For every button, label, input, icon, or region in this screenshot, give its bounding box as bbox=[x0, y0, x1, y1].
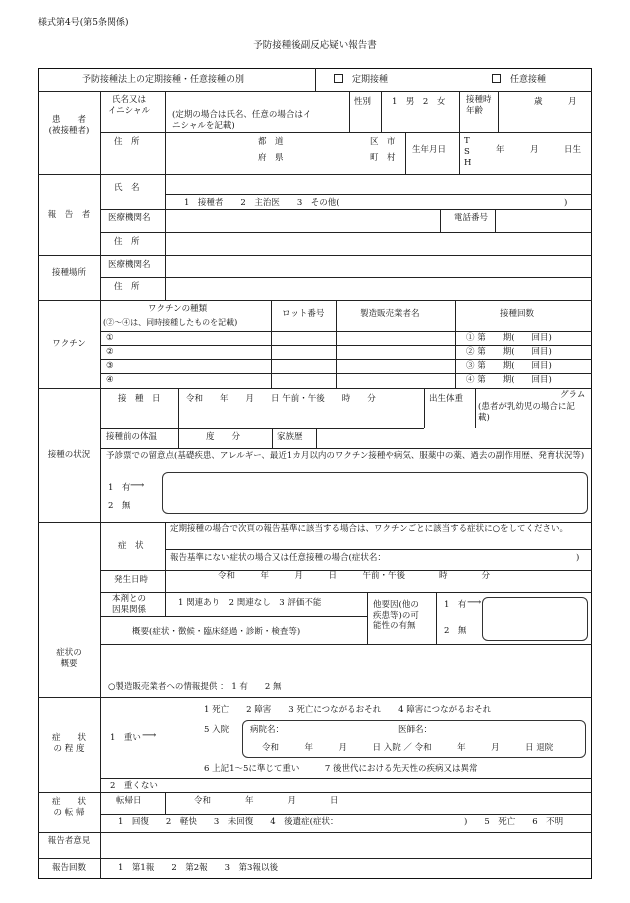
sex-value[interactable]: 1 男 2 女 bbox=[392, 97, 446, 107]
other-factor-no[interactable]: 2 無 bbox=[444, 626, 467, 636]
screening-details-bracket[interactable] bbox=[162, 472, 588, 514]
screening-yes-label[interactable]: 1 有 bbox=[108, 483, 131, 493]
reporter-section-label: 報 告 者 bbox=[47, 210, 91, 220]
symptom-label: 症 状 bbox=[118, 541, 144, 551]
reporter-address-label: 住 所 bbox=[114, 237, 140, 247]
outcome-options[interactable]: 1 回復 2 軽快 3 未回復 4 後遺症(症状： bbox=[118, 817, 339, 827]
dob-value[interactable]: 年 月 日生 bbox=[496, 145, 582, 155]
vaccine-row-3-count[interactable]: ③ 第 期( 回目) bbox=[466, 361, 552, 371]
hospital-name-label: 病院名： bbox=[250, 725, 285, 735]
arrow-right-icon: ⟶ bbox=[467, 597, 482, 608]
voluntary-checkbox[interactable] bbox=[492, 74, 501, 83]
manufacturer-header: 製造販売業者名 bbox=[360, 309, 420, 319]
vaccine-row-3-mark: ③ bbox=[106, 361, 114, 371]
reporter-opinion-label: 報告者意見 bbox=[47, 836, 91, 846]
vacc-status-section-label: 接種の状況 bbox=[47, 450, 91, 460]
causality-options[interactable]: 1 関連あり 2 関連なし 3 評価不能 bbox=[178, 598, 322, 608]
symptom-other-label[interactable]: 報告基準にない症状の場合又は任意接種の場合(症状名： bbox=[170, 553, 386, 563]
symptom-other-close: ) bbox=[576, 553, 580, 563]
voluntary-vaccination-option[interactable] bbox=[492, 74, 546, 86]
serious-label[interactable]: 1 重い bbox=[110, 733, 141, 743]
dob-era: T S H bbox=[464, 136, 472, 169]
dob-label: 生年月日 bbox=[412, 145, 447, 155]
patient-name-label: 氏名又は イニシャル bbox=[108, 95, 150, 116]
page-title: 予防接種後副反応疑い報告書 bbox=[253, 40, 377, 51]
info-provision[interactable]: ○製造販売業者への情報提供 ： 1 有 2 無 bbox=[108, 682, 282, 692]
onset-label: 発生日時 bbox=[114, 575, 149, 585]
report-count-options[interactable]: 1 第1報 2 第2報 3 第3報以後 bbox=[118, 863, 278, 873]
regular-option-label: 定期接種 bbox=[352, 75, 389, 85]
city-1: 区 市 bbox=[370, 137, 396, 147]
site-section-label: 接種場所 bbox=[51, 268, 86, 278]
reporter-facility-label: 医療機関名 bbox=[108, 213, 151, 223]
regular-vaccination-option[interactable] bbox=[334, 74, 388, 86]
birth-weight-unit[interactable]: グラム bbox=[560, 390, 586, 400]
vacc-date-label: 接 種 日 bbox=[118, 394, 161, 404]
doctor-name-label: 医師名： bbox=[398, 725, 433, 735]
outcome-section-label: 症 状 の 転 帰 bbox=[51, 797, 86, 818]
regular-checkbox[interactable] bbox=[334, 74, 343, 83]
vaccination-type-label: 予防接種法上の定期接種・任意接種の別 bbox=[82, 75, 245, 85]
vaccine-type-header: ワクチンの種類 bbox=[148, 304, 208, 314]
arrow-right-icon: ⟶ bbox=[142, 730, 157, 741]
vaccine-row-4-mark: ④ bbox=[106, 375, 114, 385]
report-count-label: 報告回数 bbox=[51, 863, 86, 873]
vaccine-section-label: ワクチン bbox=[52, 339, 86, 349]
patient-section-label: 患 者 (被接種者) bbox=[48, 115, 90, 136]
reporter-name-label: 氏 名 bbox=[114, 183, 140, 193]
causality-label: 本剤との 因果関係 bbox=[112, 594, 147, 615]
birth-weight-label: 出生体重 bbox=[429, 394, 464, 404]
outcome-date-value[interactable]: 令和 年 月 日 bbox=[194, 796, 339, 806]
onset-value[interactable]: 令和 年 月 日 午前・午後 時 分 bbox=[218, 571, 491, 581]
vaccine-row-2-mark: ② bbox=[106, 347, 114, 357]
severity-line-1[interactable]: 1 死亡 2 障害 3 死亡につながるおそれ 4 障害につながるおそれ bbox=[204, 705, 492, 715]
pre-temp-label: 接種前の体温 bbox=[106, 432, 158, 442]
severity-section-label: 症 状 の 程 度 bbox=[51, 733, 86, 754]
vacc-date-value[interactable]: 令和 年 月 日 午前・午後 時 分 bbox=[186, 394, 376, 404]
arrow-right-icon: ⟶ bbox=[130, 480, 145, 491]
patient-address-label: 住 所 bbox=[114, 137, 140, 147]
age-value[interactable]: 歳 月 bbox=[534, 97, 577, 107]
screening-notes-text: 予診票での留意点(基礎疾患、アレルギー、最近1カ月以内のワクチン接種や病気、服薬中の薬、過去の副作用歴、発育状況等) bbox=[106, 451, 585, 461]
site-facility-label: 医療機関名 bbox=[108, 260, 151, 270]
reporter-phone-label: 電話番号 bbox=[454, 213, 489, 223]
vaccine-type-note: (②～④は、同時接種したものを記載) bbox=[103, 318, 238, 327]
hospitalization-label[interactable]: 5 入院 bbox=[204, 725, 230, 735]
dose-count-header: 接種回数 bbox=[500, 309, 535, 319]
lot-number-header: ロット番号 bbox=[282, 309, 325, 319]
outcome-date-label: 転帰日 bbox=[116, 796, 142, 806]
age-label: 接種時 年齢 bbox=[466, 95, 492, 116]
vaccine-row-2-count[interactable]: ② 第 期( 回目) bbox=[466, 347, 552, 357]
reporter-role-close: ) bbox=[564, 198, 568, 208]
family-history-label: 家族歴 bbox=[277, 432, 303, 442]
pre-temp-value[interactable]: 度 分 bbox=[206, 432, 241, 442]
vaccine-row-1-count[interactable]: ① 第 期( 回目) bbox=[466, 333, 552, 343]
symptom-section-label: 症状の 概要 bbox=[56, 648, 82, 669]
summary-label: 概要(症状・徴候・臨床経過・診断・検査等) bbox=[132, 627, 301, 637]
other-factor-label: 他要因(他の 疾患等)の可 能性の有無 bbox=[373, 600, 419, 632]
patient-name-note[interactable]: (定期の場合は氏名、任意の場合はイ ニシャルを記載) bbox=[172, 110, 312, 131]
site-address-label: 住 所 bbox=[114, 282, 140, 292]
symptom-instruction: 定期接種の場合で次頁の報告基準に該当する場合は、ワクチンごとに該当する症状に○をしてください。 bbox=[170, 524, 568, 534]
prefecture-2: 府 県 bbox=[258, 153, 284, 163]
hospitalization-dates[interactable]: 令和 年 月 日 入院 ／ 令和 年 月 日 退院 bbox=[262, 743, 554, 753]
outcome-options-tail[interactable]: ) 5 死亡 6 不明 bbox=[464, 817, 564, 827]
vaccine-row-4-count[interactable]: ④ 第 期( 回目) bbox=[466, 375, 552, 385]
form-number: 様式第4号(第5条関係) bbox=[38, 18, 129, 28]
other-factor-yes[interactable]: 1 有 bbox=[444, 600, 467, 610]
city-2: 町 村 bbox=[370, 153, 396, 163]
vaccine-row-1-mark: ① bbox=[106, 333, 114, 343]
prefecture-1: 都 道 bbox=[258, 137, 284, 147]
other-factor-bracket[interactable] bbox=[482, 597, 588, 641]
birth-weight-note: (患者が乳幼児の場合に記 載) bbox=[478, 402, 575, 423]
not-serious-label[interactable]: 2 重くない bbox=[110, 781, 158, 791]
sex-label: 性別 bbox=[354, 97, 372, 107]
voluntary-option-label: 任意接種 bbox=[510, 75, 547, 85]
severity-line-3[interactable]: 6 上記1～5に準じて重い 7 後世代における先天性の疾病又は異常 bbox=[204, 764, 478, 774]
reporter-role-options[interactable]: 1 接種者 2 主治医 3 その他( bbox=[184, 198, 340, 208]
screening-no-label[interactable]: 2 無 bbox=[108, 501, 131, 511]
